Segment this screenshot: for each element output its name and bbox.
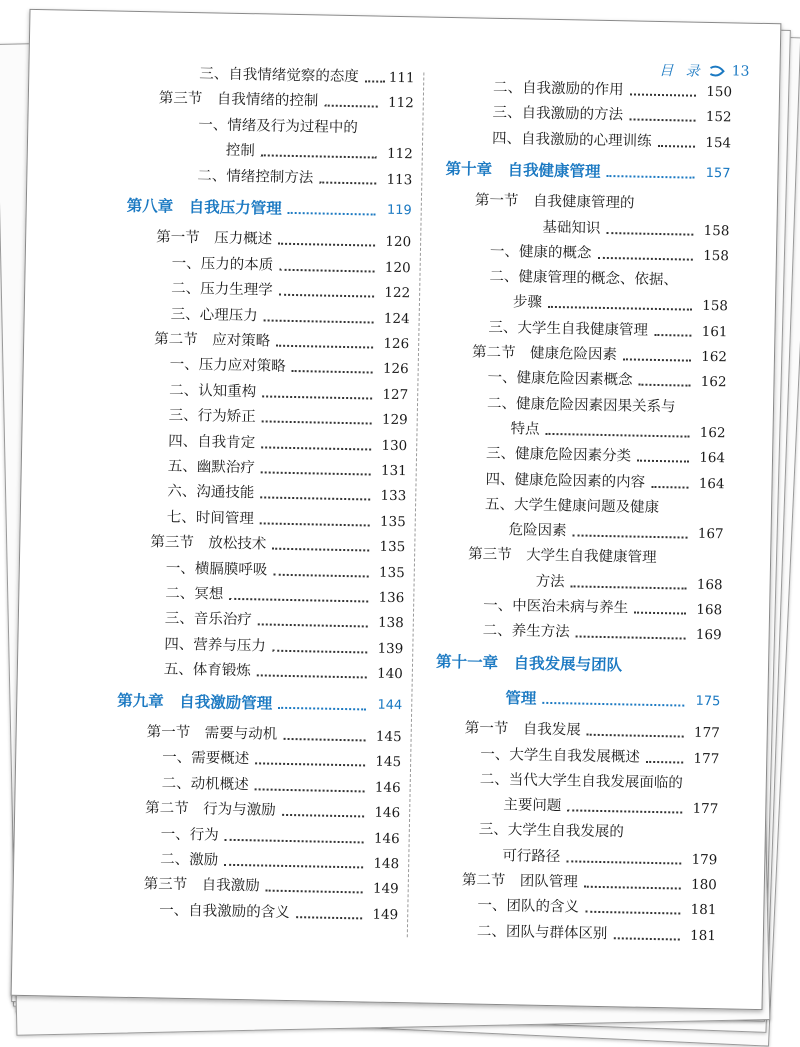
dot-leader: [365, 80, 385, 82]
toc-entry-title: 一、自我激励的含义: [159, 902, 290, 921]
toc-entry-page: 138: [377, 615, 404, 632]
toc-entry-page: 162: [699, 424, 726, 442]
dot-leader: [282, 814, 365, 818]
toc-entry: [97, 722, 402, 746]
dot-leader: [319, 181, 376, 184]
toc-entry-title: 二、动机概述: [161, 775, 249, 794]
toc-entry-page: 164: [698, 475, 725, 492]
toc-entry-page: 126: [382, 361, 409, 378]
toc-entry: [420, 444, 725, 468]
toc-entry-page: 148: [373, 855, 400, 873]
dot-leader: [571, 585, 687, 589]
toc-entry: [109, 89, 414, 113]
toc-entry: [418, 520, 723, 544]
toc-left-column: [111, 11, 416, 923]
toc-entry: [424, 216, 729, 240]
toc-entry-title: 危险因素: [508, 522, 567, 540]
toc-entry-title: 一、中医治未病与养生: [483, 597, 629, 617]
dot-leader: [288, 212, 376, 216]
toc-entry-title: 五、幽默治疗: [167, 458, 255, 477]
toc-entry-title: 二、团队与群体区别: [476, 923, 608, 942]
dot-leader: [283, 738, 366, 742]
toc-entry-title: 三、健康危险因素分类: [485, 445, 632, 465]
toc-entry-page: 162: [701, 348, 728, 366]
toc-entry-title: 三、大学生自我发展的: [478, 822, 624, 841]
dot-leader: [224, 864, 363, 869]
dot-leader: [278, 706, 366, 710]
toc-entry: [107, 165, 412, 189]
toc-entry-title: 四、自我激励的心理训练: [491, 130, 652, 150]
toc-entry: [98, 634, 403, 658]
toc-entry-title: 四、自我肯定: [168, 433, 256, 451]
toc-entry-title: 一、压力的本质: [171, 255, 274, 274]
toc-entry: [106, 228, 411, 252]
dot-leader: [278, 243, 375, 247]
toc-entry-title: 三、自我激励的方法: [492, 105, 624, 124]
dot-leader: [255, 788, 365, 792]
dot-leader: [548, 306, 692, 311]
toc-entry: [98, 659, 403, 683]
toc-entry-page: 124: [383, 310, 410, 327]
toc-entry-title: 第三节 自我激励: [143, 876, 260, 895]
chapter-entry: [97, 691, 402, 715]
toc-entry: [94, 875, 399, 899]
toc-entry-title: 五、大学生健康问题及健康: [484, 496, 660, 516]
toc-entry-page: 129: [381, 411, 408, 429]
dot-leader: [542, 702, 684, 707]
dot-leader: [272, 548, 369, 552]
toc-entry: [413, 794, 718, 818]
toc-entry-page: 146: [374, 779, 401, 796]
toc-entry: [417, 621, 722, 645]
toc-entry-page: 180: [690, 876, 717, 894]
dot-leader: [279, 294, 375, 298]
toc-entry-page: 169: [695, 627, 722, 644]
running-head: [659, 60, 750, 82]
dot-leader: [597, 257, 693, 261]
toc-entry-page: 149: [372, 881, 399, 898]
toc-entry: [411, 896, 716, 920]
toc-entry-title: 二、冥想: [165, 585, 224, 603]
toc-entry-page: 111: [388, 69, 415, 87]
toc-entry-title: 第一节 自我发展: [464, 720, 581, 739]
toc-entry-page: 158: [702, 298, 729, 315]
toc-entry-page: 133: [380, 488, 407, 505]
toc-entry: [95, 798, 400, 822]
toc-entry: [101, 507, 406, 531]
dot-leader: [229, 598, 368, 603]
toc-entry: [103, 380, 408, 404]
dot-leader: [566, 860, 681, 864]
toc-entry-title: 二、自我激励的作用: [492, 79, 624, 99]
toc-entry-title: 第八章 自我压力管理: [126, 196, 282, 218]
toc-entry: [423, 292, 728, 316]
dot-leader: [585, 911, 681, 915]
toc-entry-page: 122: [384, 284, 411, 302]
toc-entry: [422, 342, 727, 366]
toc-entry-page: 144: [377, 697, 403, 713]
dot-leader: [606, 175, 694, 179]
toc-entry-page: 145: [375, 754, 402, 771]
toc-entry-page: 112: [386, 145, 413, 163]
dot-leader: [576, 636, 686, 640]
toc-entry-title: 二、认知重构: [169, 382, 257, 401]
toc-entry-title: 第九章 自我激励管理: [117, 691, 273, 713]
dot-leader: [629, 93, 696, 96]
toc-entry-title: 二、当代大学生自我发展面临的: [479, 771, 683, 792]
toc-entry-page: 162: [700, 374, 727, 391]
toc-entry-page: 177: [693, 724, 720, 742]
toc-entry-page: 112: [387, 95, 414, 112]
toc-entry-title: 五、体育锻炼: [163, 661, 252, 680]
toc-entry-page: 146: [374, 804, 401, 822]
toc-entry-page: 177: [692, 800, 719, 818]
toc-entry: [417, 595, 722, 619]
toc-entry-page: 120: [385, 234, 412, 251]
dot-leader: [567, 809, 682, 813]
toc-entry: [423, 267, 728, 291]
toc-entry: [105, 304, 410, 328]
page-number: 13: [731, 63, 750, 80]
toc-entry-page: 181: [690, 902, 717, 919]
toc-entry-title: 二、养生方法: [482, 622, 570, 641]
toc-entry-page: 158: [702, 247, 730, 265]
toc-entry-page: 158: [703, 222, 730, 239]
dot-leader: [623, 358, 691, 361]
toc-entry: [101, 482, 406, 506]
toc-entry: [414, 769, 719, 793]
toc-entry-page: 149: [372, 906, 399, 923]
toc-entry: [96, 748, 401, 772]
toc-entry: [412, 845, 717, 869]
dot-leader: [573, 534, 688, 538]
toc-entry: [422, 317, 727, 341]
toc-entry: [411, 921, 716, 945]
toc-entry-title: 一、横膈膜呼吸: [165, 560, 268, 579]
toc-entry: [412, 870, 717, 894]
toc-entry-title: 一、团队的含义: [477, 897, 580, 916]
toc-entry-page: 181: [689, 927, 717, 944]
toc-entry-title: 第一节 自我健康管理的: [474, 192, 635, 212]
toc-entry-title: 四、健康危险因素的内容: [485, 471, 646, 491]
dot-leader: [584, 886, 681, 890]
toc-entry-page: 152: [705, 109, 732, 126]
toc-entry-page: 154: [705, 134, 732, 151]
dot-leader: [261, 446, 371, 450]
toc-entry-page: 135: [379, 538, 406, 556]
toc-entry: [425, 191, 730, 215]
dot-leader: [276, 345, 373, 349]
toc-entry-page: 167: [697, 525, 724, 543]
toc-entry: [109, 63, 414, 87]
dot-leader: [587, 734, 684, 738]
toc-entry-title: 特点: [510, 421, 540, 438]
toc-entry-page: 126: [383, 335, 410, 353]
toc-entry: [95, 824, 400, 848]
dot-leader: [261, 155, 377, 159]
toc-entry-title: 第二节 行为与激励: [145, 800, 276, 819]
chapter-entry: [415, 687, 720, 711]
dot-leader: [261, 471, 371, 475]
toc-entry: [420, 418, 725, 442]
toc-entry-page: 179: [691, 851, 718, 868]
toc-entry: [99, 609, 404, 633]
toc-entry-page: 150: [706, 83, 733, 101]
toc-entry-title: 第三节 大学生自我健康管理: [467, 546, 657, 567]
toc-entry: [94, 849, 399, 873]
toc-entry-title: 一、情绪及行为过程中的: [198, 116, 358, 136]
toc-entry-page: 135: [378, 564, 405, 581]
toc-entry-title: 可行路径: [502, 847, 561, 865]
toc-entry-title: 第十章 自我健康管理: [445, 159, 601, 181]
dot-leader: [255, 763, 365, 767]
running-head-label: 目 录: [659, 62, 704, 80]
dot-leader: [658, 145, 696, 148]
dot-leader: [634, 612, 686, 615]
dot-leader: [606, 231, 693, 235]
dot-leader: [629, 119, 696, 122]
toc-entry-title: 第二节 应对策略: [154, 331, 271, 350]
dot-leader: [292, 370, 373, 374]
toc-entry-title: 第二节 健康危险因素: [471, 344, 618, 364]
toc-entry-page: 164: [699, 450, 726, 467]
toc-entry-title: 步骤: [512, 294, 543, 312]
toc-entry: [417, 570, 722, 594]
toc-entry-page: 168: [696, 576, 723, 593]
toc-entry-page: 161: [701, 323, 728, 341]
toc-entry-title: 方法: [535, 573, 565, 590]
toc-entry-page: 140: [376, 665, 403, 683]
dot-leader: [613, 937, 680, 940]
toc-entry: [414, 744, 719, 768]
toc-entry-title: 第十一章 自我发展与团队: [435, 652, 623, 674]
dot-leader: [646, 760, 684, 763]
chapter-entry: [425, 159, 730, 183]
toc-entry: [108, 114, 413, 138]
toc-entry: [102, 431, 407, 455]
toc-entry-title: 七、时间管理: [166, 509, 254, 528]
toc-entry-page: 136: [378, 589, 405, 607]
toc-entry: [424, 241, 729, 265]
toc-entry-title: 一、大学生自我发展概述: [480, 746, 640, 766]
toc-entry-page: 145: [375, 728, 402, 746]
toc-entry-title: 二、情绪控制方法: [197, 167, 314, 186]
toc-entry: [421, 393, 726, 417]
dot-leader: [651, 485, 689, 488]
toc-entry: [419, 494, 724, 518]
dot-leader: [324, 105, 378, 108]
dot-leader: [260, 522, 370, 526]
toc-entry-page: 135: [379, 513, 406, 530]
chapter-entry: [416, 652, 721, 676]
toc-entry-title: 第二节 团队管理: [461, 872, 579, 891]
toc-entry: [99, 583, 404, 607]
toc-entry-title: 管理: [505, 689, 537, 708]
toc-entry-page: 177: [693, 750, 720, 767]
toc-entry: [104, 355, 409, 379]
toc-entry-title: 主要问题: [503, 797, 562, 815]
toc-entry-title: 二、激励: [160, 851, 219, 869]
toc-entry-page: 130: [381, 437, 408, 454]
toc-entry-page: 119: [386, 202, 412, 219]
toc-entry: [100, 533, 405, 557]
toc-entry-title: 二、健康管理的概念、依据、: [489, 268, 679, 289]
dot-leader: [279, 269, 375, 273]
dot-leader: [258, 624, 368, 628]
toc-entry: [104, 329, 409, 353]
toc-entry-title: 第三节 放松技术: [150, 534, 267, 553]
toc-entry-title: 第一节 压力概述: [156, 229, 273, 248]
toc-entry: [106, 253, 411, 277]
toc-entry: [93, 900, 398, 924]
toc-entry-title: 三、自我情绪觉察的态度: [199, 66, 359, 86]
dot-leader: [262, 395, 372, 399]
toc-entry-page: 146: [373, 830, 400, 847]
arrow-icon: [710, 65, 726, 77]
toc-entry: [421, 368, 726, 392]
toc-entry: [102, 456, 407, 480]
dot-leader: [264, 319, 374, 323]
toc-entry-page: 175: [695, 693, 721, 710]
toc-entry-title: 控制: [225, 142, 256, 160]
dot-leader: [266, 890, 363, 894]
dot-leader: [654, 334, 692, 337]
toc-entry: [108, 140, 413, 164]
toc-entry-page: 120: [384, 259, 411, 277]
toc-entry-page: 139: [377, 640, 404, 657]
dot-leader: [225, 838, 364, 843]
toc-entry: [413, 820, 718, 844]
toc-entry-title: 一、需要概述: [162, 749, 250, 768]
toc-entry-title: 二、健康危险因素因果关系与: [486, 395, 676, 415]
toc-entry-page: 113: [386, 171, 413, 188]
toc-entry: [419, 469, 724, 493]
toc-entry-title: 一、健康的概念: [489, 243, 592, 262]
toc-entry: [426, 128, 731, 152]
toc-entry-title: 一、行为: [160, 826, 219, 844]
toc-entry-title: 三、音乐治疗: [164, 610, 252, 629]
toc-entry-title: 第一节 需要与动机: [146, 724, 278, 743]
toc-entry: [415, 719, 720, 743]
toc-entry: [418, 545, 723, 569]
toc-entry-title: 二、压力生理学: [171, 280, 273, 299]
toc-entry-page: 157: [705, 165, 731, 182]
toc-entry-title: 基础知识: [542, 219, 601, 237]
dot-leader: [545, 433, 689, 438]
toc-entry-title: 第三节 自我情绪的控制: [158, 90, 319, 110]
toc-entry-title: 三、大学生自我健康管理: [488, 319, 649, 339]
dot-leader: [273, 573, 369, 577]
toc-entry: [96, 773, 401, 797]
dot-leader: [637, 460, 689, 463]
chapter-entry: [107, 196, 412, 220]
toc-entry: [105, 279, 410, 303]
toc-entry-title: 四、营养与压力: [164, 636, 267, 655]
toc-entry: [426, 103, 731, 127]
toc-entry: [427, 78, 732, 102]
toc-page: [11, 9, 782, 1010]
toc-entry-title: 一、压力应对策略: [169, 357, 286, 376]
dot-leader: [638, 384, 690, 387]
toc-entry-title: 六、沟通技能: [167, 483, 255, 502]
toc-entry-title: 三、心理压力: [170, 306, 258, 324]
toc-entry-title: 一、健康危险因素概念: [487, 370, 633, 389]
toc-entry-page: 131: [380, 462, 407, 480]
toc-entry-page: 168: [696, 601, 723, 619]
toc-entry-title: 三、行为矫正: [168, 407, 256, 426]
dot-leader: [296, 916, 363, 919]
toc-entry: [103, 406, 408, 430]
toc-entry-page: 127: [382, 386, 409, 404]
dot-leader: [272, 649, 368, 653]
dot-leader: [257, 675, 367, 679]
toc-entry: [100, 558, 405, 582]
dot-leader: [262, 421, 372, 425]
dot-leader: [260, 497, 370, 501]
